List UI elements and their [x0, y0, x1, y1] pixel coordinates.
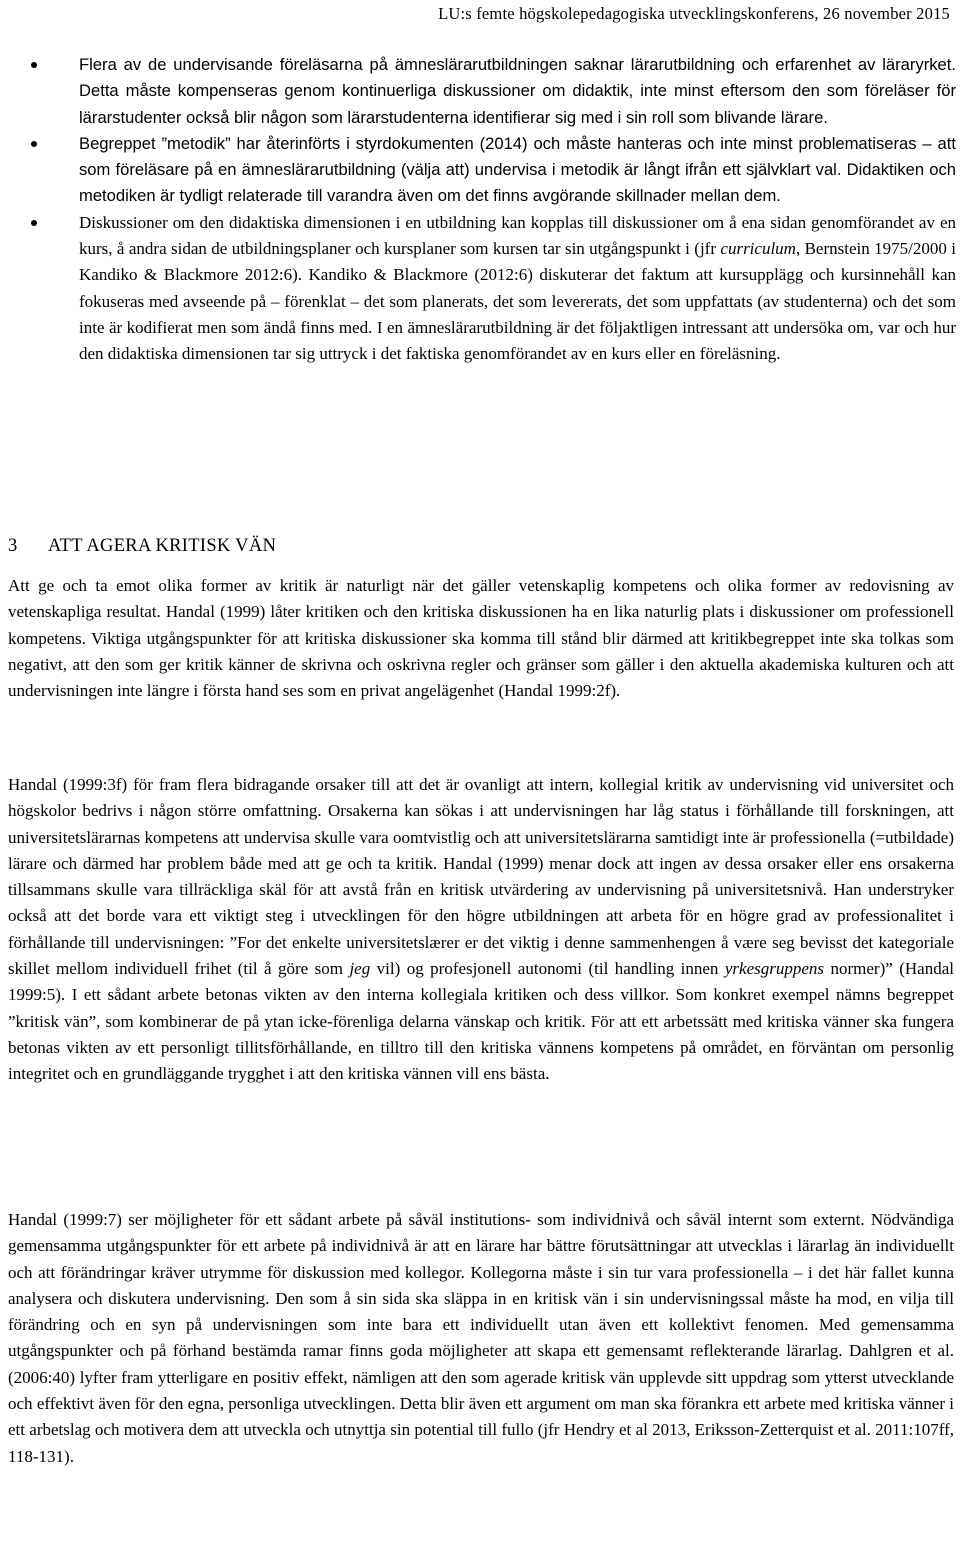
paragraph: Handal (1999:7) ser möjligheter för ett sådant arbete på såväl institutions- som individnivå och såväl internt som externt. Nödvändiga gemensamma utgångspunkter för ett arbete på individnivå är att en lärare har bättre förutsättningar att utvecklas i lärarlag än individuellt och att förändringar kräver utrymme för diskussion med kollegor. Kollegorna måste i sin tur vara professionella – i det här fallet kunna analysera och diskutera undervisning. Den som å sin sida ska släppa in en kritisk vän i sin undervisningssal måste ha mod, en vilja till förändring och en syn på undervisningen som inte bara ett individuellt utan även ett kollektivt fenomen. Med gemensamma utgångspunkter och på förhand bestämda ramar finns goda möjligheter att skapa ett gemensamt reflekterande lärarlag. Dahlgren et al. (2006:40) lyfter fram ytterligare en positiv effekt, nämligen att den som agerade kritisk vän upplevde sitt uppdrag som ytterst utvecklande och effektivt även för den egna, personliga utvecklingen. Detta blir även ett argument om man ska förankra ett arbete med kritiska vänner i ett arbetslag och motivera dem att utveckla och utnyttja sin potential till fullo (jfr Hendry et al 2013, Eriksson-Zetterquist et al. 2011:107ff, 118-131).	[8, 1210, 954, 1466]
list-item	[10, 131, 956, 210]
running-header: LU:s femte högskolepedagogiska utvecklingskonferens, 26 november 2015	[438, 4, 950, 23]
bullet-icon	[31, 62, 37, 68]
paragraph: Handal (1999:3f) för fram flera bidragande orsaker till att det är ovanligt att intern, kollegial kritik av undervisning vid universitet och högskolor bedrivs i någon större omfattning. Orsakerna kan sökas i att undervisningen har låg status i förhållande till forskningen, att universitetslärarnas kompetens att undervisa skulle vara oomtvistlig och att universitetslärarna samtidigt inte är professionella (=utbildade) lärare och därmed har problem både med att ge och ta kritik. Handal (1999) menar dock att ingen av dessa orsaker eller ens orsakerna tillsammans skulle vara tillräckliga skäl för att avstå från en kritisk utvärdering av undervisning på universitetsnivå. Han understryker också att det borde vara ett viktigt steg i utvecklingen för den högre utbildningen att arbeta för en högre grad av professionalitet i förhållande till undervisningen: ”For det enkelte universitetslærer er det viktig i denne sammenhengen å være seg bevisst det kategoriale skillet mellom individuell frihet (til å göre som jeg vil) og profesjonell autonomi (til handling innen yrkesgruppens normer)” (Handal 1999:5). I ett sådant arbete betonas vikten av den interna kollegiala kritiken och dess villkor. Som konkret exempel nämns begreppet ”kritisk vän”, som kombinerar de på ytan icke-förenliga delarna vänskap och kritik. För att ett arbetssätt med kritiska vänner ska fungera betonas vikten av ett personligt tillitsförhållande, en tilltro till den kritiska vännens kompetens på området, en förväntan om personlig integritet och en grundläggande trygghet i att den kritiska vännen vill ens bästa.	[8, 775, 954, 1084]
list-item	[10, 210, 956, 368]
bullet-text: Begreppet ”metodik” har återinförts i styrdokumenten (2014) och måste hanteras och inte minst problematiseras – att som föreläsare på en ämneslärarutbildning (välja att) undervisa i metodik är långt ifrån ett självklart val. Didaktiken och metodiken är tydligt relaterade till varandra även om det finns avgörande skillnader mellan dem.	[79, 133, 956, 206]
section-title: ATT AGERA KRITISK VÄN	[48, 536, 277, 556]
section-heading	[8, 533, 948, 559]
bullet-icon	[31, 220, 37, 226]
list-item	[10, 52, 956, 131]
section-number: 3	[8, 536, 18, 556]
paragraph: Att ge och ta emot olika former av kritik är naturligt när det gäller vetenskaplig kompetens och olika former av redovisning av vetenskapliga resultat. Handal (1999) låter kritiken och den kritiska diskussionen ha en lika naturlig plats i diskussioner om professionell kompetens. Viktiga utgångspunkter för att kritiska diskussioner ska komma till stånd blir därmed att kritikbegreppet inte ska tolkas som negativt, att den som ger kritik känner de skrivna och oskrivna regler och gränser som gäller i den aktuella akademiska kulturen och att undervisningen inte längre i första hand ses som en privat angelägenhet (Handal 1999:2f).	[8, 576, 954, 701]
bullet-list	[10, 52, 956, 368]
bullet-icon	[31, 141, 37, 147]
bullet-text: Flera av de undervisande föreläsarna på ämneslärarutbildningen saknar lärarutbildning och erfarenhet av läraryrket. Detta måste kompenseras genom kontinuerliga diskussioner om didaktik, inte minst eftersom den som föreläser för lärarstudenter också blir någon som lärarstudenterna identifierar sig med i sin roll som blivande lärare.	[79, 55, 956, 127]
bullet-text: Diskussioner om den didaktiska dimensionen i en utbildning kan kopplas till diskussioner om å ena sidan genomförandet av en kurs, å andra sidan de utbildningsplaner och kursplaner som kursen tar sin utgångspunkt i (jfr curriculum, Bernstein 1975/2000 i Kandiko & Blackmore 2012:6). Kandiko & Blackmore (2012:6) diskuterar det faktum att kursupplägg och kursinnehåll kan fokuseras med avseende på – förenklat – det som planerats, det som levererats, det som uppfattats (av studenterna) och det som inte är kodifierat men som ändå finns med. I en ämneslärarutbildning är det följaktligen intressant att undersöka om, var och hur den didaktiska dimensionen tar sig uttryck i det faktiska genomförandet av en kurs eller en föreläsning.	[79, 212, 956, 364]
